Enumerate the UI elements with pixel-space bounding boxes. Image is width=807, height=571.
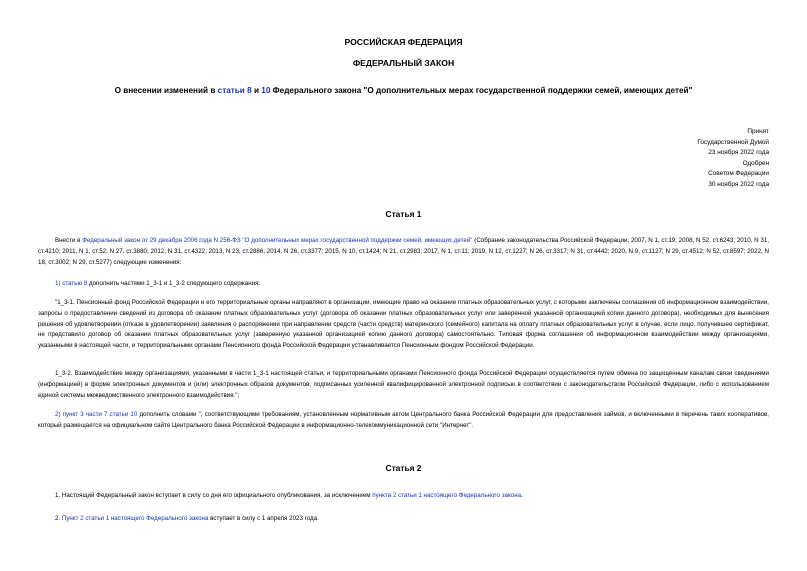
p1-pre: 1. Настоящий Федеральный закон вступает в силу со дня его официального опубликования, за исключением [55,492,373,499]
p1-post: . [521,492,523,499]
item-1-text: дополнить частями 1_3-1 и 1_3-2 следующего содержания: [87,280,261,287]
article-1-item-2 [38,410,769,432]
adoption-block [697,127,769,191]
adoption-line: Государственной Думой [697,138,769,146]
article-2-paragraph-2 [38,514,769,525]
intro-post: (Собрание законодательства Российской Федерации, 2007, N 1, ст.19; 2008, N 52, ст.6243; 2010, N 31, ст.4210; 2011, N 1, ст.52; N 27, ст.3880; 2012, N 31, ст.4322; 2013, N 23, ст.2886; 2014, N 26, ст.3377; 2015, N 10, ст.1424; N 21, ст.2983; 2017, N 1, ст.11; 2019, N 12, ст.1227; N 26, ст.3317; N 31, ст.4442; 2020, N 9, ст.1127; N 29, ст.4512; N 52, ст.8597; 2022, N 18, ст.3002; N 29, ст.5277) следующие изменения: [38,237,769,266]
title-link-articles-8[interactable]: статьи 8 [217,86,252,95]
title-pre: О внесении изменений в [114,86,218,95]
country-heading: РОССИЙСКАЯ ФЕДЕРАЦИЯ [344,37,463,47]
title-mid: и [251,86,262,95]
item-2-text: дополнить словами ", соответствующими требованиям, установленным нормативным актом Центрального банка Российской Федерации для предоставления займов, и включенными в перечень таких кооперативов, который размещается на официальном сайте Центрального банка Российской Федерации в информационно-телекоммуникационной сети "Интернет". [38,411,770,429]
doc-type-heading: ФЕДЕРАЛЬНЫЙ ЗАКОН [352,58,455,68]
paragraph-1-3-1: "1_3-1. Пенсионный фонд Российской Федерации и его территориальные органы направляют в организации, имеющие право на оказание платных образовательных услуг, с которыми заключены соглашения об информационном взаимодействии, запросы о предоставлении сведений из договора об оказании платных образовательных услуг (договора об оказании платных образовательных услуг или заверенной указанной организацией копии данного договора), необходимых для вынесения решения об удовлетворении (отказе в удовлетворении) заявления о распоряжении при направлении средств (части средств) материнского (семейного) капитала на оплату платных образовательных услуг в случае, если лицо, получившее сертификат, не представило договор об оказании платных образовательных услуг (заверенную указанной организацией копию данного договора) самостоятельно. Типовая форма соглашения об информационном взаимодействии между организациями, указанными в настоящей части, и территориальными органами Пенсионного фонда Российской Федерации устанавливается Пенсионным фондом Российской Федерации. [38,299,769,350]
federal-law-link[interactable]: Федеральный закон от 29 декабря 2006 года N 256-ФЗ "О дополнительных мерах государственной поддержки семей, имеющих детей" [82,237,473,244]
article-2-paragraph-1 [38,491,769,502]
paragraph-1-3-2: 1_3-2. Взаимодействие между организациями, указанными в части 1_3-1 настоящей статьи, и территориальными органами Пенсионного фонда Российской Федерации осуществляется путем обмена по защищенным каналам связи сведениями (информацией) в форме электронных документов и (или) электронных образов документов, подписанных усиленной квалифицированной электронной подписью в соответствии с законодательством Российской Федерации, либо с использованием единой системы межведомственного электронного взаимодействия."; [38,370,769,399]
intro-pre: Внести в [55,237,83,244]
adoption-line: 23 ноября 2022 года [708,149,769,157]
article-8-link[interactable]: 1) статью 8 [55,280,88,287]
title-post: Федерального закона "О дополнительных мерах государственной поддержки семей, имеющих детей" [270,86,693,95]
article-1-item-1 [38,279,769,290]
title-link-article-10[interactable]: 10 [261,86,271,95]
article-1-item-2-link-2[interactable]: Пункт 2 статьи 1 настоящего Федерального закона [61,515,209,522]
adoption-line: Одобрен [742,159,769,167]
article-1-item-2-link[interactable]: пункта 2 статьи 1 настоящего Федерального закона [372,492,522,499]
adoption-line: 30 ноября 2022 года [708,180,769,188]
article-2-heading: Статья 2 [385,463,422,473]
article-1-intro [38,236,769,268]
article-1-heading: Статья 1 [385,209,422,219]
p2-num: 2. [55,515,62,522]
adoption-line: Советом Федерации [708,170,769,178]
adoption-line: Принят [747,128,769,135]
document-title [0,86,807,95]
p2-post: вступает в силу с 1 апреля 2023 года. [208,515,319,522]
article-10-link[interactable]: 2) пункт 3 части 7 статьи 10 [55,411,138,418]
